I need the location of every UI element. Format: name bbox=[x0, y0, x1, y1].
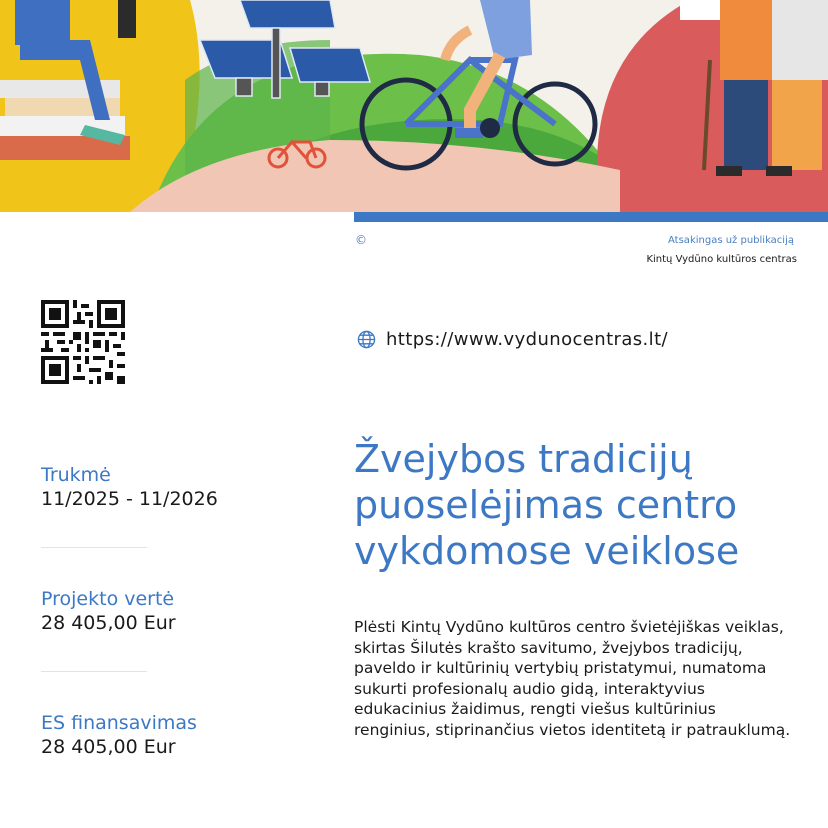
project-description: Plėsti Kintų Vydūno kultūros centro švietėjiškas veiklas, skirtas Šilutės krašto savitumo, žvejybos tradicijų, paveldo ir kultūrinių vertybių pristatymui, numatoma sukurti profesionalų audio gidą, interaktyvius edukacinius žaidimus, rengti viešus kultūrinius renginius, stiprinančius vietos identitetą ir patrauklumą. bbox=[354, 618, 791, 739]
project-value-amount: 28 405,00 Eur bbox=[41, 612, 176, 634]
website-link-row[interactable] bbox=[357, 329, 668, 350]
divider bbox=[41, 671, 147, 672]
duration-block bbox=[41, 463, 218, 511]
eu-funding-label: ES finansavimas bbox=[41, 712, 197, 734]
duration-label: Trukmė bbox=[41, 464, 111, 486]
qr-code[interactable] bbox=[41, 300, 125, 384]
project-title: Žvejybos tradicijų puoselėjimas centro vykdomose veiklose bbox=[354, 437, 740, 573]
duration-value: 11/2025 - 11/2026 bbox=[41, 488, 218, 510]
hero-illustration bbox=[0, 0, 828, 212]
eu-funding-amount: 28 405,00 Eur bbox=[41, 736, 176, 758]
project-value-label: Projekto vertė bbox=[41, 588, 175, 610]
responsible-label: Atsakingas už publikaciją bbox=[668, 235, 794, 246]
globe-icon bbox=[357, 330, 376, 349]
responsible-org: Kintų Vydūno kultūros centras bbox=[646, 254, 797, 265]
eu-funding-block bbox=[41, 711, 197, 759]
project-value-block bbox=[41, 587, 176, 635]
website-url[interactable]: https://www.vydunocentras.lt/ bbox=[386, 329, 669, 350]
copyright-symbol: © bbox=[355, 233, 367, 247]
accent-bar bbox=[354, 212, 828, 222]
divider bbox=[41, 547, 147, 548]
